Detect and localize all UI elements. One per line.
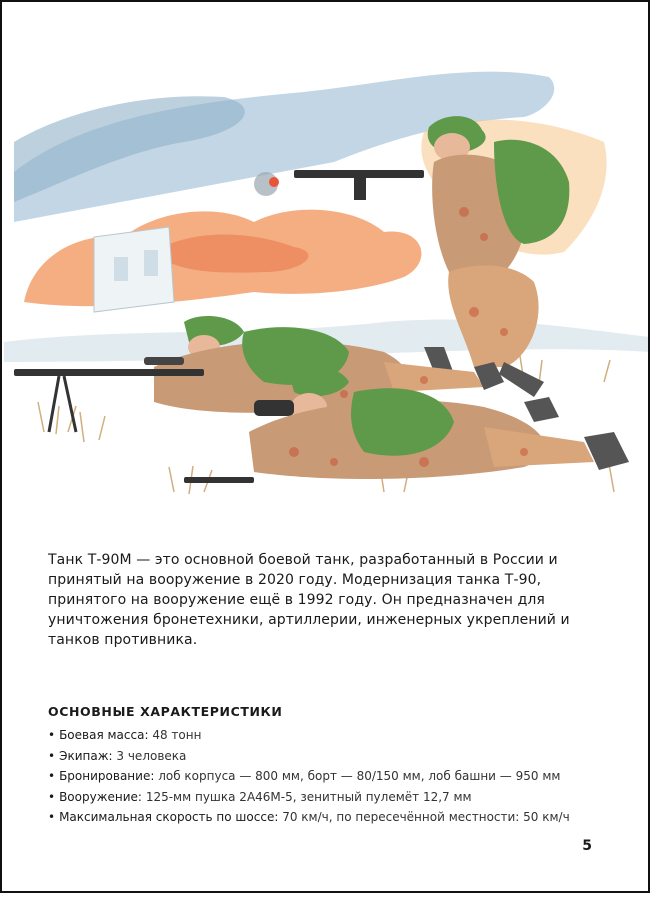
soldiers-illustration (4, 22, 650, 512)
bullet-icon: • (48, 748, 56, 763)
spec-value: 3 человека (116, 748, 187, 763)
specifications-section (48, 704, 608, 828)
spec-value: лоб корпуса — 800 мм, борт — 80/150 мм, лоб башни — 950 мм (158, 769, 561, 783)
spec-label: Максимальная скорость по шоссе: (59, 810, 279, 824)
spec-label: Бронирование: (59, 769, 155, 783)
bullet-icon: • (48, 789, 56, 804)
spec-label: Вооружение: (59, 789, 142, 804)
bullet-icon: • (48, 810, 56, 824)
spec-item (48, 807, 608, 828)
spec-value: 48 тонн (152, 728, 202, 742)
spec-item (48, 725, 608, 746)
spec-value: 125-мм пушка 2А46М-5, зенитный пулемёт 12,7 мм (145, 789, 472, 804)
spec-value: 70 км/ч, по пересечённой местности: 50 км/ч (282, 810, 570, 824)
page-number: 5 (582, 838, 592, 854)
spec-item (48, 787, 608, 808)
spec-item (48, 746, 608, 767)
specifications-heading: ОСНОВНЫЕ ХАРАКТЕРИСТИКИ (48, 704, 283, 719)
bullet-icon: • (48, 769, 56, 783)
spec-item (48, 766, 608, 787)
intro-paragraph: Танк Т-90М — это основной боевой танк, разработанный в России и принятый на вооружение в 2020 году. Модернизация танка Т-90, принятого на вооружение ещё в 1992 году. Он предназначен для уничтожения бронетехники, артиллерии, инженерных укреплений и танков противника. (48, 552, 570, 648)
specifications-list (48, 725, 608, 828)
bullet-icon: • (48, 728, 56, 742)
spec-label: Экипаж: (59, 748, 113, 763)
spec-label: Боевая масса: (59, 728, 149, 742)
